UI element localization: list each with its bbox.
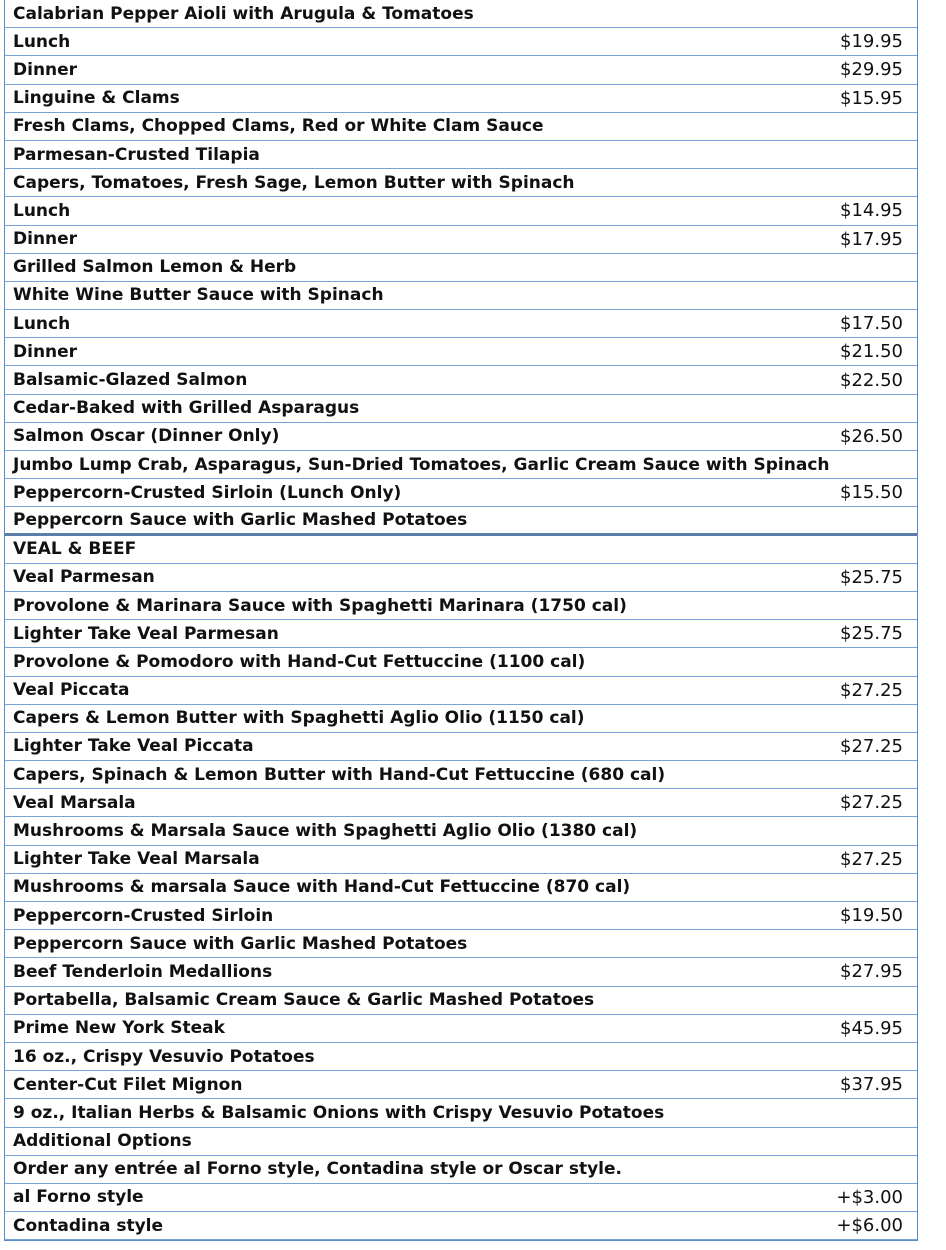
menu-row xyxy=(5,85,917,113)
menu-row xyxy=(5,958,917,986)
menu-row xyxy=(5,1128,917,1156)
menu-row xyxy=(5,705,917,733)
menu-row xyxy=(5,479,917,507)
menu-row xyxy=(5,141,917,169)
menu-item-name: Contadina style xyxy=(13,1215,164,1236)
menu-item-name: Provolone & Marinara Sauce with Spaghetti Marinara (1750 cal) xyxy=(13,595,627,616)
menu-row xyxy=(5,1071,917,1099)
menu-item-name: Peppercorn Sauce with Garlic Mashed Potatoes xyxy=(13,509,468,530)
menu-item-name: VEAL & BEEF xyxy=(13,539,137,560)
menu-item-price: $15.95 xyxy=(840,87,903,109)
menu-row xyxy=(5,592,917,620)
menu-item-price: $14.95 xyxy=(840,200,903,222)
menu-row xyxy=(5,113,917,141)
menu-item-price: $25.75 xyxy=(840,623,903,645)
menu-item-price: $25.75 xyxy=(840,566,903,588)
menu-row xyxy=(5,1184,917,1212)
menu-item-price: $27.25 xyxy=(840,848,903,870)
menu-item-name: Provolone & Pomodoro with Hand-Cut Fettuccine (1100 cal) xyxy=(13,651,586,672)
menu-item-name: Parmesan-Crusted Tilapia xyxy=(13,144,260,165)
menu-item-name: Linguine & Clams xyxy=(13,88,180,109)
menu-row xyxy=(5,169,917,197)
menu-item-name: 16 oz., Crispy Vesuvio Potatoes xyxy=(13,1046,315,1067)
menu-item-name: Fresh Clams, Chopped Clams, Red or White Clam Sauce xyxy=(13,116,544,137)
menu-item-name: Dinner xyxy=(13,341,78,362)
menu-row xyxy=(5,902,917,930)
menu-row xyxy=(5,620,917,648)
menu-item-name: Lighter Take Veal Parmesan xyxy=(13,623,279,644)
menu-item-name: White Wine Butter Sauce with Spinach xyxy=(13,285,384,306)
menu-item-price: $27.25 xyxy=(840,679,903,701)
menu-item-name: 9 oz., Italian Herbs & Balsamic Onions with Crispy Vesuvio Potatoes xyxy=(13,1102,665,1123)
menu-row xyxy=(5,648,917,676)
menu-item-price: $29.95 xyxy=(840,59,903,81)
menu-item-name: Capers, Tomatoes, Fresh Sage, Lemon Butter with Spinach xyxy=(13,172,575,193)
menu-row xyxy=(5,987,917,1015)
menu-row xyxy=(5,817,917,845)
menu-item-price: $21.50 xyxy=(840,341,903,363)
menu-item-name: Jumbo Lump Crab, Asparagus, Sun-Dried Tomatoes, Garlic Cream Sauce with Spinach xyxy=(13,454,830,475)
menu-item-name: al Forno style xyxy=(13,1187,144,1208)
menu-item-name: Dinner xyxy=(13,229,78,250)
menu-row xyxy=(5,789,917,817)
menu-row xyxy=(5,761,917,789)
menu-row xyxy=(5,1212,917,1240)
menu-row xyxy=(5,423,917,451)
menu-item-name: Lunch xyxy=(13,313,71,334)
menu-item-name: Veal Parmesan xyxy=(13,567,155,588)
menu-item-name: Lighter Take Veal Marsala xyxy=(13,849,260,870)
menu-item-price: $27.25 xyxy=(840,792,903,814)
menu-item-price: +$3.00 xyxy=(836,1186,903,1208)
menu-row xyxy=(5,536,917,564)
menu-item-name: Balsamic-Glazed Salmon xyxy=(13,370,248,391)
menu-item-name: Order any entrée al Forno style, Contadina style or Oscar style. xyxy=(13,1159,622,1180)
menu-item-name: Additional Options xyxy=(13,1131,192,1152)
menu-item-name: Lunch xyxy=(13,200,71,221)
menu-item-price: $37.95 xyxy=(840,1074,903,1096)
menu-item-name: Mushrooms & marsala Sauce with Hand-Cut Fettuccine (870 cal) xyxy=(13,877,631,898)
menu-item-name: Veal Piccata xyxy=(13,680,130,701)
menu-row xyxy=(5,874,917,902)
menu-item-price: $15.50 xyxy=(840,482,903,504)
menu-row xyxy=(5,28,917,56)
menu-item-name: Mushrooms & Marsala Sauce with Spaghetti Aglio Olio (1380 cal) xyxy=(13,821,638,842)
menu-item-price: $27.95 xyxy=(840,961,903,983)
menu-row xyxy=(5,1015,917,1043)
menu-item-price: $22.50 xyxy=(840,369,903,391)
menu-item-name: Lighter Take Veal Piccata xyxy=(13,736,254,757)
menu-item-name: Peppercorn-Crusted Sirloin (Lunch Only) xyxy=(13,482,402,503)
menu-row xyxy=(5,451,917,479)
menu-row xyxy=(5,56,917,84)
menu-item-price: $17.95 xyxy=(840,228,903,250)
menu-item-name: Prime New York Steak xyxy=(13,1018,225,1039)
menu-item-name: Lunch xyxy=(13,31,71,52)
menu-row xyxy=(5,395,917,423)
menu-row xyxy=(5,677,917,705)
menu-row xyxy=(5,846,917,874)
menu-row xyxy=(5,197,917,225)
menu-item-price: $45.95 xyxy=(840,1017,903,1039)
menu-row xyxy=(5,930,917,958)
menu-item-name: Capers, Spinach & Lemon Butter with Hand-Cut Fettuccine (680 cal) xyxy=(13,764,666,785)
menu-table xyxy=(4,0,918,1241)
menu-row xyxy=(5,338,917,366)
menu-item-price: $26.50 xyxy=(840,425,903,447)
menu-row xyxy=(5,733,917,761)
menu-item-name: Grilled Salmon Lemon & Herb xyxy=(13,257,297,278)
menu-item-price: $19.50 xyxy=(840,905,903,927)
menu-row xyxy=(5,0,917,28)
menu-row xyxy=(5,507,917,535)
menu-item-price: $19.95 xyxy=(840,31,903,53)
menu-item-price: $27.25 xyxy=(840,735,903,757)
menu-row xyxy=(5,310,917,338)
menu-item-name: Calabrian Pepper Aioli with Arugula & Tomatoes xyxy=(13,3,474,24)
menu-row xyxy=(5,282,917,310)
menu-item-name: Dinner xyxy=(13,59,78,80)
menu-item-name: Peppercorn Sauce with Garlic Mashed Potatoes xyxy=(13,933,468,954)
menu-row xyxy=(5,226,917,254)
menu-item-price: $17.50 xyxy=(840,313,903,335)
menu-row xyxy=(5,1043,917,1071)
menu-item-name: Salmon Oscar (Dinner Only) xyxy=(13,426,280,447)
menu-row xyxy=(5,564,917,592)
menu-row xyxy=(5,1156,917,1184)
menu-item-name: Beef Tenderloin Medallions xyxy=(13,961,273,982)
menu-row xyxy=(5,366,917,394)
menu-item-price: +$6.00 xyxy=(836,1215,903,1237)
menu-item-name: Center-Cut Filet Mignon xyxy=(13,1074,243,1095)
menu-item-name: Capers & Lemon Butter with Spaghetti Aglio Olio (1150 cal) xyxy=(13,708,585,729)
menu-row xyxy=(5,1099,917,1127)
menu-item-name: Veal Marsala xyxy=(13,792,136,813)
menu-item-name: Peppercorn-Crusted Sirloin xyxy=(13,905,274,926)
menu-row xyxy=(5,254,917,282)
menu-item-name: Portabella, Balsamic Cream Sauce & Garlic Mashed Potatoes xyxy=(13,990,595,1011)
menu-item-name: Cedar-Baked with Grilled Asparagus xyxy=(13,398,360,419)
